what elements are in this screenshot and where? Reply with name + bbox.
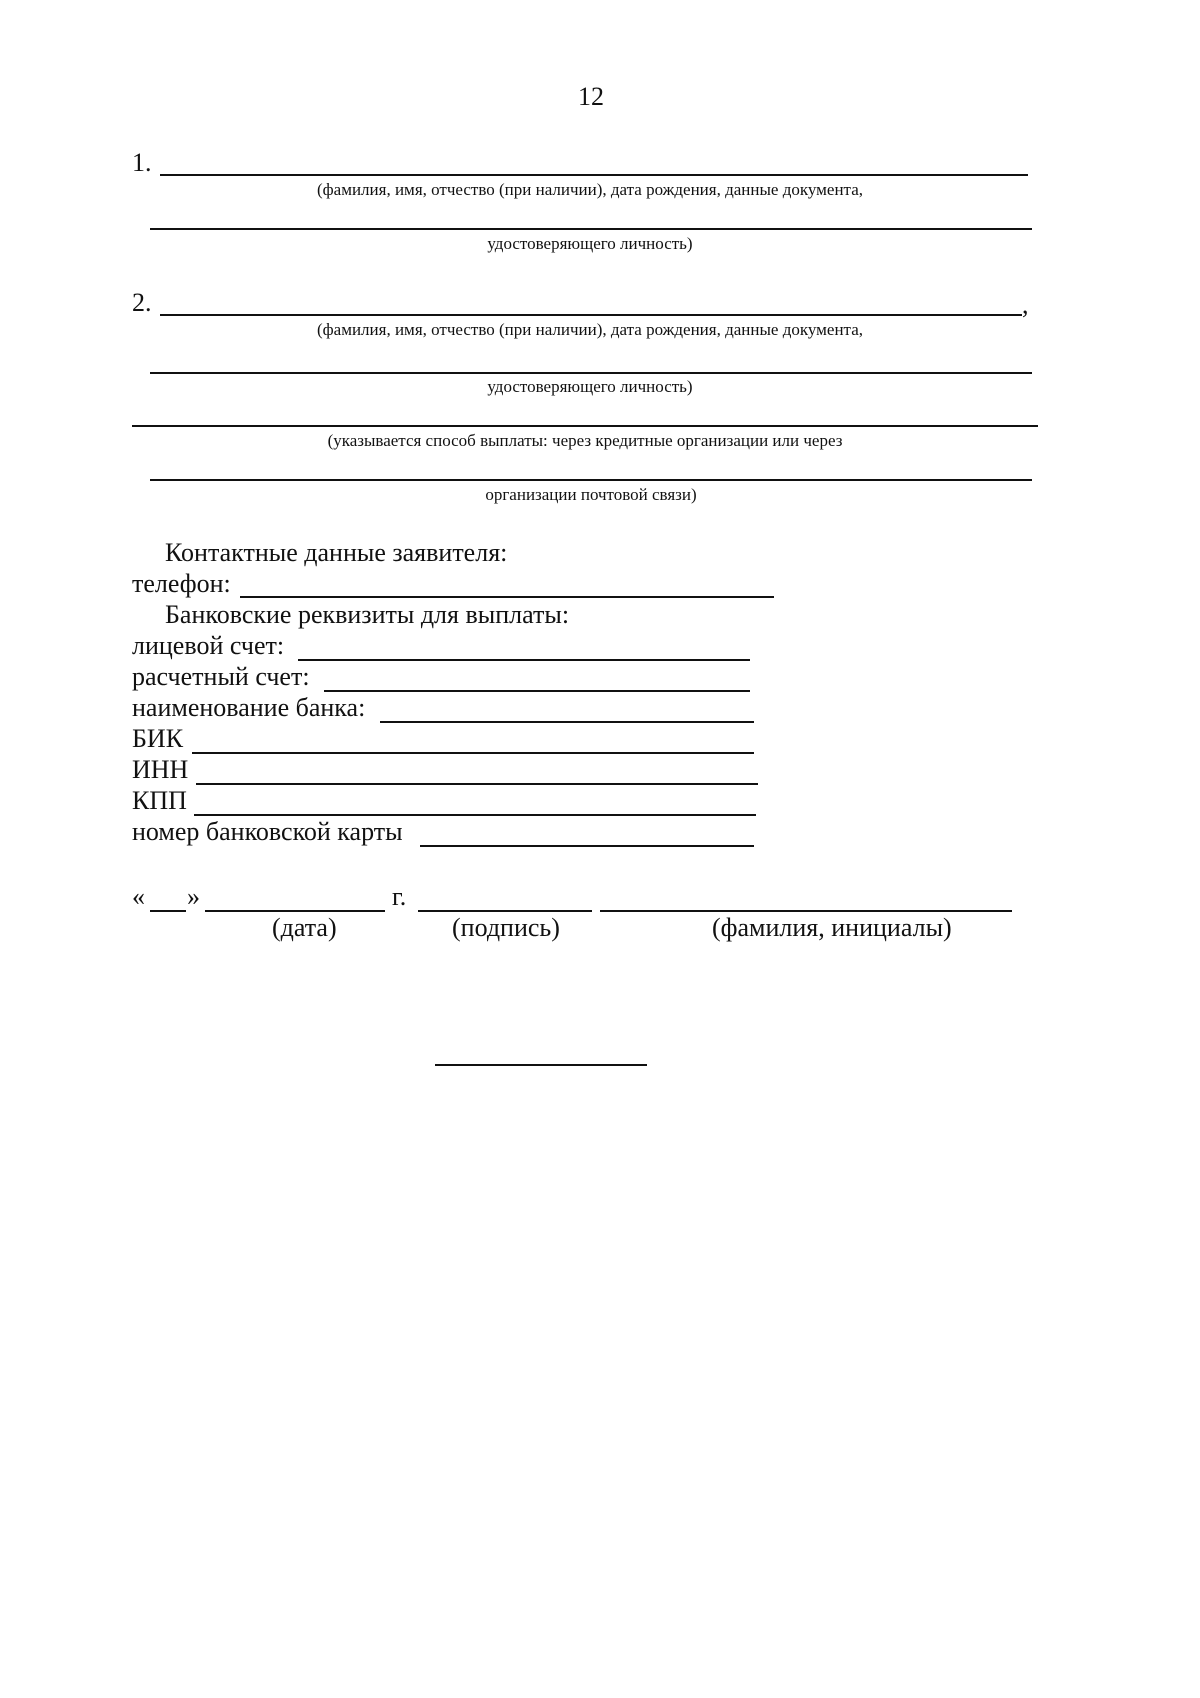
page-number: 12	[578, 82, 604, 111]
person-2-line-2[interactable]	[150, 372, 1032, 374]
person-1-caption-1: (фамилия, имя, отчество (при наличии), дата рождения, данные документа,	[316, 180, 863, 199]
name-initials-field-line[interactable]	[600, 910, 1012, 912]
inn-label: ИНН	[132, 755, 189, 784]
kpp-field-line[interactable]	[194, 814, 756, 816]
date-quote-open: «	[132, 882, 145, 911]
payment-method-caption-2: организации почтовой связи)	[485, 485, 697, 504]
personal-account-field-line[interactable]	[298, 659, 750, 661]
person-2-trailing-comma: ,	[1022, 290, 1029, 319]
date-quote-close: »	[187, 882, 200, 911]
person-1-line-2[interactable]	[150, 228, 1032, 230]
kpp-label: КПП	[132, 786, 187, 815]
person-1-caption-2: удостоверяющего личность)	[487, 234, 693, 253]
person-2-number: 2.	[132, 288, 152, 317]
date-year-suffix: г.	[392, 882, 407, 911]
card-number-label: номер банковской карты	[132, 817, 403, 846]
person-2-caption-2: удостоверяющего личность)	[487, 377, 693, 396]
phone-field-line[interactable]	[240, 596, 774, 598]
date-month-field-line[interactable]	[205, 910, 385, 912]
person-2-caption-1: (фамилия, имя, отчество (при наличии), дата рождения, данные документа,	[316, 320, 863, 339]
date-caption: (дата)	[272, 913, 337, 942]
payment-method-line-1[interactable]	[132, 425, 1038, 427]
date-day-field-line[interactable]	[150, 910, 186, 912]
card-number-field-line[interactable]	[420, 845, 754, 847]
bank-heading: Банковские реквизиты для выплаты:	[165, 600, 570, 629]
contacts-heading: Контактные данные заявителя:	[165, 538, 508, 567]
personal-account-label: лицевой счет:	[132, 631, 285, 660]
settlement-account-label: расчетный счет:	[132, 662, 310, 691]
inn-field-line[interactable]	[196, 783, 758, 785]
person-1-number: 1.	[132, 148, 152, 177]
bik-field-line[interactable]	[192, 752, 754, 754]
closing-separator	[435, 1064, 647, 1066]
signature-caption: (подпись)	[452, 913, 560, 942]
phone-label: телефон:	[132, 569, 231, 598]
payment-method-line-2[interactable]	[150, 479, 1032, 481]
bik-label: БИК	[132, 724, 184, 753]
payment-method-caption-1: (указывается способ выплаты: через кредитные организации или через	[327, 431, 843, 450]
name-initials-caption: (фамилия, инициалы)	[712, 913, 952, 942]
person-2-line-1[interactable]	[160, 314, 1022, 316]
settlement-account-field-line[interactable]	[324, 690, 750, 692]
bank-name-field-line[interactable]	[380, 721, 754, 723]
person-1-line-1[interactable]	[160, 174, 1028, 176]
bank-name-label: наименование банка:	[132, 693, 366, 722]
signature-field-line[interactable]	[418, 910, 592, 912]
